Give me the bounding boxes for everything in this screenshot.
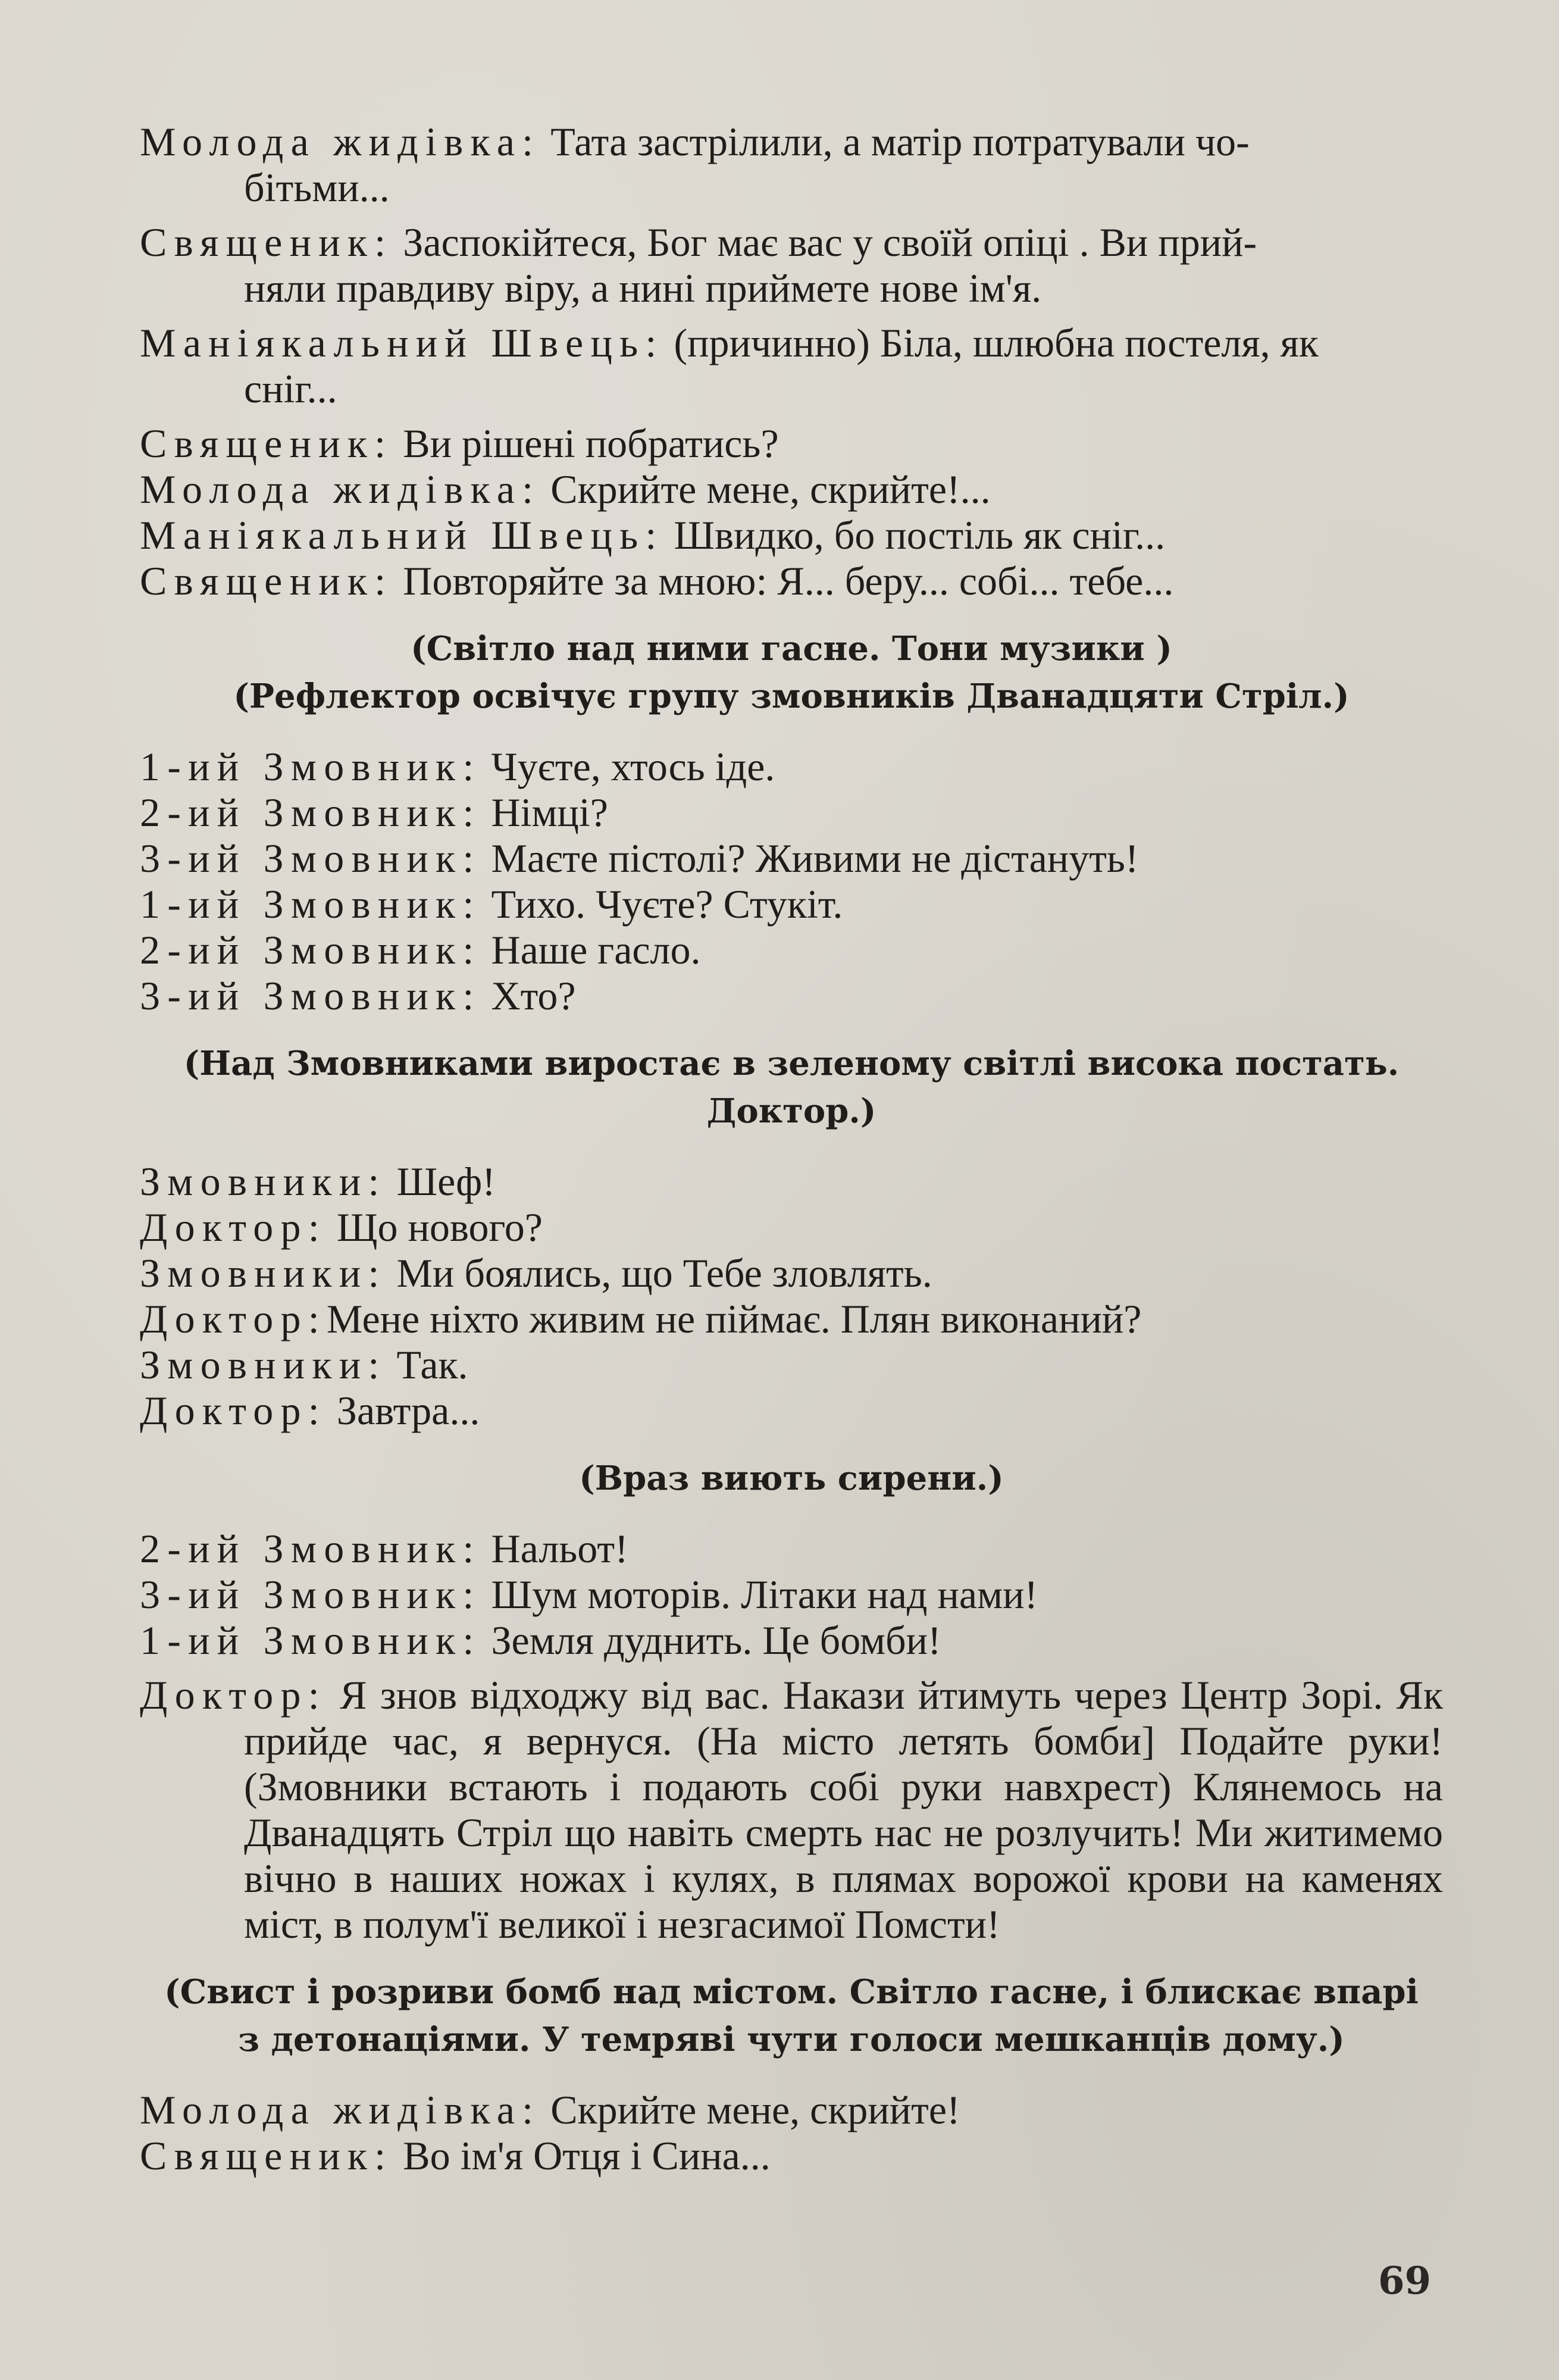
dialogue-group-5: [140, 2087, 1443, 2179]
dialogue-group-4: [140, 1526, 1443, 1947]
doctor-speech: [140, 1672, 1443, 1947]
dialogue-line: [140, 973, 1443, 1019]
dialogue-text: Ми боялись, що Тебе зловлять.: [386, 1250, 932, 1296]
dialogue-line: [140, 220, 1443, 265]
stage-direction-line: (Рефлектор освічує групу змовників Дванадцяти Стріл.): [233, 677, 1350, 716]
dialogue-text: Заспокійтеся, Бог має вас у своїй опіці . Ви прий-: [393, 220, 1257, 265]
dialogue-text: Скрийте мене, скрийте!...: [540, 467, 991, 512]
dialogue-text: Ви рішені побратись?: [393, 421, 779, 466]
speaker-name: Священик:: [140, 558, 393, 603]
speaker-name: Священик:: [140, 220, 393, 265]
page-number: 69: [1378, 2259, 1431, 2303]
dialogue-group-2: [140, 744, 1443, 1019]
speaker-name: Змовники:: [140, 1342, 387, 1387]
speaker-name: 2-ий Змовник:: [140, 927, 481, 972]
speaker-name: Доктор:: [140, 1672, 327, 1718]
dialogue-line: [140, 1572, 1443, 1618]
dialogue-line: [140, 1526, 1443, 1572]
speaker-name: Доктор:: [140, 1388, 327, 1433]
dialogue-line: [140, 1205, 1443, 1250]
dialogue-line: [140, 1618, 1443, 1663]
stage-direction: [140, 1455, 1443, 1502]
dialogue-line: [140, 927, 1443, 973]
dialogue-line: [140, 421, 1443, 467]
dialogue-line: [140, 744, 1443, 790]
dialogue-text: Шум моторів. Літаки над нами!: [481, 1572, 1038, 1617]
dialogue-text: Шеф!: [386, 1159, 496, 1204]
dialogue-line: [140, 2133, 1443, 2179]
dialogue-line: [140, 1388, 1443, 1434]
dialogue-text: Тата застрілили, а матір потратували чо-: [540, 119, 1250, 164]
dialogue-line: [140, 558, 1443, 604]
speaker-name: Молода жидівка:: [140, 2087, 541, 2132]
dialogue-text: Во ім'я Отця і Сина...: [393, 2133, 771, 2178]
dialogue-text: Мене ніхто живим не піймає. Плян виконаний?: [326, 1296, 1142, 1341]
dialogue-text: Хто?: [481, 973, 576, 1018]
speaker-name: 2-ий Змовник:: [140, 790, 481, 835]
stage-direction-line: з детонаціями. У темряві чути голоси мешканців дому.): [238, 2020, 1345, 2059]
dialogue-continuation: сніг...: [244, 366, 337, 411]
speaker-name: Маніякальний Швець:: [140, 512, 664, 558]
dialogue-text: Маєте пістолі? Живими не дістануть!: [481, 836, 1139, 881]
speaker-name: Доктор:: [140, 1296, 327, 1341]
speaker-name: 3-ий Змовник:: [140, 1572, 481, 1617]
stage-direction: [140, 1040, 1443, 1135]
dialogue-text: Земля дуднить. Це бомби!: [481, 1618, 941, 1663]
dialogue-text: Завтра...: [326, 1388, 480, 1433]
stage-direction-line: (Враз виють сирени.): [579, 1459, 1004, 1498]
dialogue-text: Швидко, бо постіль як сніг...: [663, 512, 1166, 558]
speaker-name: Змовники:: [140, 1159, 387, 1204]
speaker-name: 1-ий Змовник:: [140, 744, 481, 789]
speaker-name: Молода жидівка:: [140, 119, 541, 164]
dialogue-line: [140, 512, 1443, 558]
dialogue-line: [140, 1296, 1443, 1342]
dialogue-line: [140, 1250, 1443, 1296]
page-text: [140, 119, 1443, 2179]
dialogue-line: [140, 881, 1443, 927]
stage-direction-line: (Свист і розриви бомб над містом. Світло гасне, і блискає впарі: [164, 1972, 1419, 2012]
stage-direction: [140, 625, 1443, 720]
dialogue-line: [140, 1342, 1443, 1388]
dialogue-text: Наше гасло.: [481, 927, 701, 972]
dialogue-line: [140, 790, 1443, 836]
dialogue-line: [140, 2087, 1443, 2133]
dialogue-text: Що нового?: [326, 1205, 543, 1250]
dialogue-line: [140, 119, 1443, 165]
dialogue-line: [140, 467, 1443, 512]
speaker-name: Священик:: [140, 421, 393, 466]
dialogue-text: Так.: [386, 1342, 468, 1387]
dialogue-continuation: няли правдиву віру, а нині приймете нове ім'я.: [244, 265, 1042, 311]
stage-direction-line: (Світло над ними гасне. Тони музики ): [411, 629, 1172, 668]
speaker-name: 2-ий Змовник:: [140, 1526, 481, 1571]
dialogue-continuation: бітьми...: [244, 165, 390, 210]
dialogue-text: Німці?: [481, 790, 608, 835]
stage-direction: [140, 1968, 1443, 2063]
dialogue-text: Чуєте, хтось іде.: [481, 744, 775, 789]
dialogue-group-3: [140, 1159, 1443, 1434]
speaker-name: 3-ий Змовник:: [140, 973, 481, 1018]
dialogue-line: [140, 1159, 1443, 1205]
dialogue-text: Тихо. Чуєте? Стукіт.: [481, 881, 843, 927]
speaker-name: Маніякальний Швець:: [140, 320, 664, 365]
dialogue-text: Нальот!: [481, 1526, 628, 1571]
dialogue-group-1: [140, 119, 1443, 604]
dialogue-text: Скрийте мене, скрийте!: [540, 2087, 960, 2132]
dialogue-text: (причинно) Біла, шлюбна постеля, як: [663, 320, 1319, 365]
speaker-name: 1-ий Змовник:: [140, 1618, 481, 1663]
speaker-name: 3-ий Змовник:: [140, 836, 481, 881]
speaker-name: Молода жидівка:: [140, 467, 541, 512]
speaker-name: Священик:: [140, 2133, 393, 2178]
dialogue-text: Я знов відходжу від вас. Накази йтимуть через Центр Зорі. Як прийде час, я вернуся. (На місто летять бомби] Подайте руки! (Змовники встають і подають собі руки навхрест) Клянемось на Дванадцять Стріл що навіть смерть нас не розлучить! Ми житимемо вічно в наших ножах і кулях, в плямах ворожої крови на каменях міст, в полум'ї великої і незгасимої Помсти!: [244, 1672, 1443, 1947]
stage-direction-line: Доктор.): [706, 1092, 876, 1131]
dialogue-line: [140, 836, 1443, 881]
speaker-name: 1-ий Змовник:: [140, 881, 481, 927]
speaker-name: Доктор:: [140, 1205, 327, 1250]
stage-direction-line: (Над Змовниками виростає в зеленому світлі висока постать.: [183, 1044, 1400, 1083]
speaker-name: Змовники:: [140, 1250, 387, 1296]
dialogue-line: [140, 320, 1443, 366]
dialogue-text: Повторяйте за мною: Я... беру... собі... тебе...: [393, 558, 1174, 603]
